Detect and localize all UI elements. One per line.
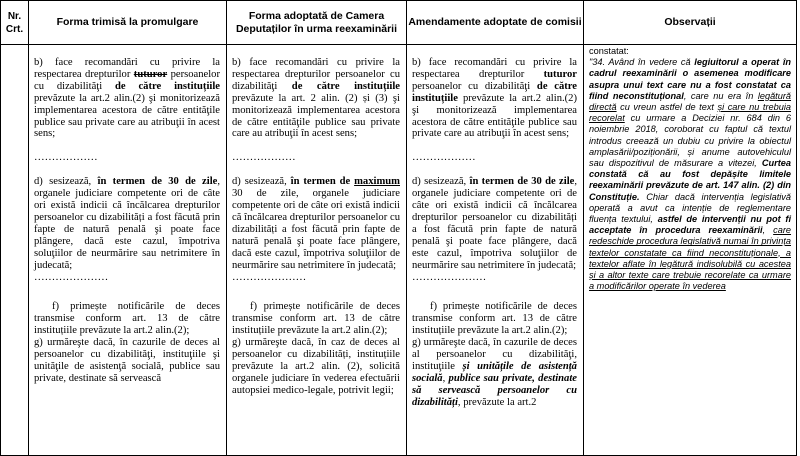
item-f: f) primește notificările de deces transmise conform art. 13 de către instituțiile prevăzute la art.2 alin.(2); bbox=[34, 301, 220, 337]
header-promulgare: Forma trimisă la promulgare bbox=[29, 1, 227, 45]
dots: ………………… bbox=[232, 271, 307, 283]
obs-lead: constatat: bbox=[589, 46, 629, 56]
item-g: g) urmăreşte dacă, în cazurile de deces al persoanelor cu dizabilităţi, instituţiile și unitățile de asistență socială, publice sau private, destinate să servească persoanelor cu dizabilități, prevăzute la art.2 bbox=[412, 337, 577, 408]
header-observatii: Observații bbox=[584, 1, 797, 45]
column-observatii bbox=[584, 45, 797, 456]
item-b: b) face recomandări cu privire la respectarea drepturilor persoanelor cu dizabilităţi de către instituțiile prevăzute la art. 2 alin. (2) și (3) şi monitorizează implementarea acestora de către entităţile publice sau private care au atribuţii în acest sens; bbox=[232, 57, 401, 140]
nr-cell bbox=[1, 45, 29, 456]
item-d: d) sesizează, în termen de maximum 30 de zile, organele judiciare competente ori de câte ori există indicii că încălcarea drepturilor persoanelor cu dizabilități a fost făcută prin fapte de natură penală şi poate face plângere, dacă este cazul, împotriva soluţiilor de neurmărire sau netrimitere în judecată; bbox=[232, 176, 400, 271]
obs-quote: "34. Având în vedere că legiuitorul a operat în cadrul reexaminării o asemenea modificare asupra unui text care nu a fost constatat ca fiind neconstituțional, care nu era în legătură directă cu vreun astfel de text și care nu trebuia recorelat cu urmare a Deciziei nr. 684 din 6 noiembrie 2018, coroborat cu faptul că textul introdus creează un dubiu cu privire la obiectul amplasării/poziționării, și anume autovehiculul sau dispozitivul de măsurare a vitezei, Curtea constată că au fost depășite limitele reexaminării prevăzute de art. 147 alin. (2) din Constituție. Chiar dacă intervenția legislativă operată a avut ca intenție de reglementare fluența textului, astfel de intervenții nu pot fi acceptate în procedura reexaminării, care redeschide procedura legislativă numai în privința textelor constatate ca fiind neconstituționale, a textelor aflate în legătură indisolubilă cu acestea și a altor texte care trebuie recorelate ca urmare a modificărilor operate în vederea bbox=[589, 57, 792, 292]
column-camera-deputatilor bbox=[227, 45, 407, 456]
item-b: b) face recomandări cu privire la respectarea drepturilor tuturor persoanelor cu dizabilităţi de către instituțiile prevăzute la art.2 alin.(2) şi monitorizează implementarea acestora de către entităţile publice sau private care au atribuţii în acest sens; bbox=[34, 57, 220, 140]
item-g: g) urmăreşte dacă, în caz de deces al persoanelor cu dizabilități, instituțiile prevăzute la art.2 alin. (2), solicită organele judiciare în vederea efectuării autopsiei medico-legale, potrivit legii; bbox=[232, 337, 400, 396]
column-amendamente bbox=[407, 45, 584, 456]
header-row bbox=[1, 1, 797, 45]
item-d: d) sesizează, în termen de 30 de zile, organele judiciare competente ori de câte ori există indicii că încălcarea drepturilor persoanelor cu dizabilități a fost făcută prin fapte de natură penală şi poate face plângere, dacă este cazul, împotriva soluţiilor de neurmărire sau netrimitere în judecată; bbox=[34, 176, 221, 271]
item-f: f) primește notificările de deces transmise conform art. 13 de către instituțiile prevăzute la art.2 alin.(2); bbox=[412, 301, 577, 337]
dots: ……………… bbox=[232, 152, 296, 164]
header-amendamente: Amendamente adoptate de comisii bbox=[407, 1, 584, 45]
item-d: d) sesizează, în termen de 30 de zile, organele judiciare competente ori de câte ori există indicii că încălcarea drepturilor persoanelor cu dizabilități a fost făcută prin fapte de natură penală şi poate face plângere, dacă este cazul, împotriva soluţiilor de neurmărire sau netrimitere în judecată; bbox=[412, 176, 578, 271]
item-g: g) urmăreşte dacă, în cazurile de deces al persoanelor cu dizabilităţi, instituţiile şi unităţile de asistenţă socială, publice sau private, destinate să servească bbox=[34, 337, 220, 384]
content-row bbox=[1, 45, 797, 456]
dots: ………………… bbox=[34, 271, 109, 283]
header-camera-deputatilor: Forma adoptată de Camera Deputaților în urma reexaminării bbox=[227, 1, 407, 45]
dots: ………………… bbox=[412, 271, 487, 283]
item-b: b) face recomandări cu privire la respectarea drepturilor tuturor persoanelor cu dizabilităţi de către instituțiile prevăzute la art.2 alin.(2) şi monitorizează implementarea acestora de către entităţile publice sau private care au atribuţii în acest sens; bbox=[412, 57, 577, 140]
dots: ……………… bbox=[412, 152, 476, 164]
dots: ……………… bbox=[34, 152, 98, 164]
column-promulgare bbox=[29, 45, 227, 456]
item-f: f) primește notificările de deces transmise conform art. 13 de către instituțiile prevăzute la art.2 alin.(2); bbox=[232, 301, 400, 337]
header-nr: Nr. Crt. bbox=[1, 1, 29, 45]
